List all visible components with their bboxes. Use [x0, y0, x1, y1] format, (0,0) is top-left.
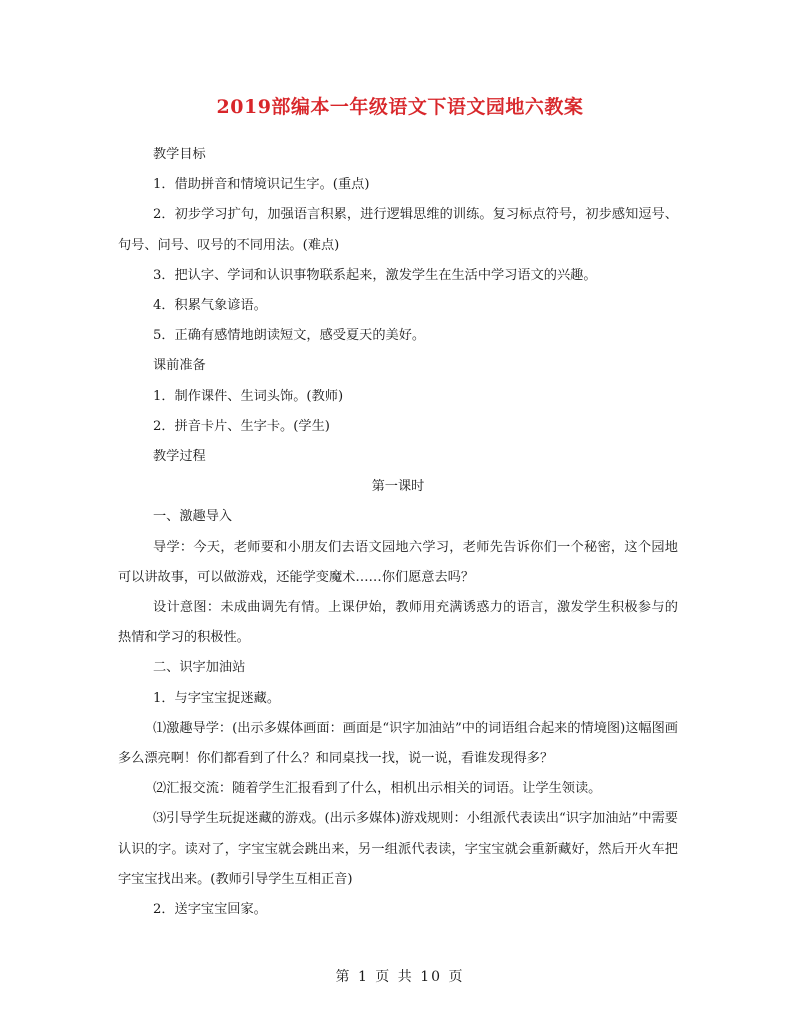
paragraph: 教学过程: [152, 449, 206, 465]
document-title: 2019部编本一年级语文下语文园地六教案: [216, 96, 584, 118]
paragraph: 1．制作课件、生词头饰。(教师): [152, 388, 344, 404]
section-heading: 第一课时: [371, 479, 425, 495]
paragraph: 1．借助拼音和情境识记生字。(重点): [152, 177, 370, 193]
paragraph: 一、激趣导入: [152, 509, 233, 525]
paragraph: 3．把认字、学词和认识事物联系起来，激发学生在生活中学习语文的兴趣。: [152, 267, 597, 283]
paragraph: 课前准备: [152, 358, 206, 374]
paragraph: ⑴激趣导学：(出示多媒体画面：画面是“识字加油站”中的词语组合起来的情境图)这幅图画多么漂亮啊！你们都看到了什么？和同桌找一找，说一说，看谁发现得多？: [118, 720, 678, 767]
paragraph: 4．积累气象谚语。: [152, 298, 267, 314]
paragraph: 教学目标: [152, 147, 206, 162]
page-footer: 第 1 页 共 10 页: [335, 969, 465, 985]
paragraph: ⑶引导学生玩捉迷藏的游戏。(出示多媒体)游戏规则：小组派代表读出“识字加油站”中需要认识的字。读对了，字宝宝就会跳出来，另一组派代表读，字宝宝就会重新藏好，然后开火车把字宝宝找出来。(教师引导学生互相正音): [118, 811, 678, 887]
paragraph: 二、识字加油站: [152, 660, 246, 676]
paragraph: 2．初步学习扩句，加强语言积累，进行逻辑思维的训练。复习标点符号，初步感知逗号、句号、问号、叹号的不同用法。(难点): [118, 207, 678, 253]
paragraph: ⑵汇报交流：随着学生汇报看到了什么，相机出示相关的词语。让学生领读。: [152, 781, 602, 797]
document-body: [118, 140, 678, 925]
paragraph: 设计意图：未成曲调先有情。上课伊始，教师用充满诱惑力的语言，激发学生积极参与的热情和学习的积极性。: [118, 600, 678, 646]
paragraph: 导学：今天，老师要和小朋友们去语文园地六学习，老师先告诉你们一个秘密，这个园地可以讲故事，可以做游戏，还能学变魔术……你们愿意去吗？: [118, 539, 678, 585]
paragraph: 2．送字宝宝回家。: [152, 902, 267, 918]
paragraph: 2．拼音卡片、生字卡。(学生): [152, 418, 330, 434]
paragraph: 1．与字宝宝捉迷藏。: [152, 690, 281, 706]
paragraph: 5．正确有感情地朗读短文，感受夏天的美好。: [152, 328, 426, 344]
